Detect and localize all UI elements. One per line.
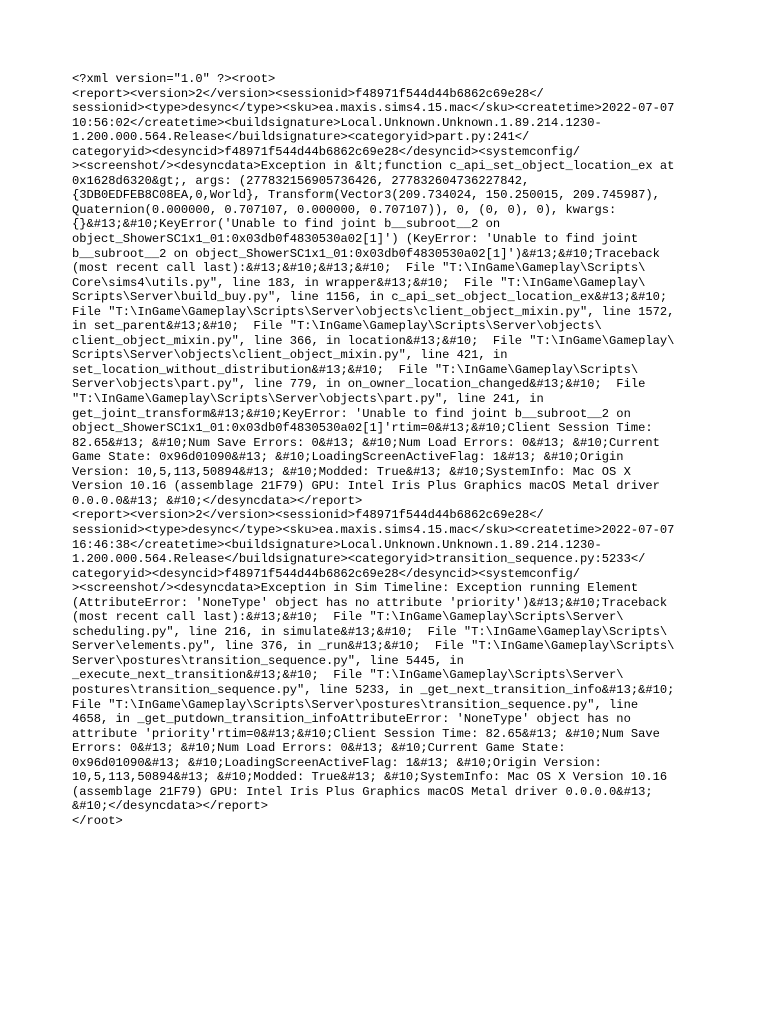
text-line: File "T:\InGame\Gameplay\Scripts\Server\objects\client_object_mixin.py", line 1572, xyxy=(72,304,675,319)
text-line: 82.65&#13; &#10;Num Save Errors: 0&#13; &#10;Num Load Errors: 0&#13; &#10;Current xyxy=(72,435,660,450)
text-line: object_ShowerSC1x1_01:0x03db0f4830530a02[1]') (KeyError: 'Unable to find joint xyxy=(72,232,639,247)
text-line: sessionid><type>desync</type><sku>ea.maxis.sims4.15.mac</sku><createtime>2022-07-07 xyxy=(72,522,675,537)
text-line: set_location_without_distribution&#13;&#10; File "T:\InGame\Gameplay\Scripts\ xyxy=(72,362,639,377)
text-line: b__subroot__2 on object_ShowerSC1x1_01:0x03db0f4830530a02[1]')&#13;&#10;Traceback xyxy=(72,246,660,261)
text-line: object_ShowerSC1x1_01:0x03db0f4830530a02[1]'rtim=0&#13;&#10;Client Session Time: xyxy=(72,421,653,436)
text-line: Quaternion(0.000000, 0.707107, 0.000000, 0.707107)), 0, (0, 0), 0), kwargs: xyxy=(72,202,617,217)
text-line: 16:46:38</createtime><buildsignature>Local.Unknown.Unknown.1.89.214.1230- xyxy=(72,537,602,552)
document-page xyxy=(72,72,712,828)
text-line: ><screenshot/><desyncdata>Exception in &lt;function c_api_set_object_location_ex at xyxy=(72,159,675,174)
text-line: Errors: 0&#13; &#10;Num Load Errors: 0&#13; &#10;Current Game State: xyxy=(72,741,566,756)
text-line: 0x96d01090&#13; &#10;LoadingScreenActiveFlag: 1&#13; &#10;Origin Version: xyxy=(72,755,602,770)
text-line: Server\objects\part.py", line 779, in on_owner_location_changed&#13;&#10; File xyxy=(72,377,646,392)
text-line: client_object_mixin.py", line 366, in location&#13;&#10; File "T:\InGame\Gameplay\ xyxy=(72,333,675,348)
text-line: Server\postures\transition_sequence.py", line 5445, in xyxy=(72,653,464,668)
text-line: Scripts\Server\build_buy.py", line 1156, in c_api_set_object_location_ex&#13;&#10; xyxy=(72,290,668,305)
text-line: (AttributeError: 'NoneType' object has no attribute 'priority')&#13;&#10;Traceback xyxy=(72,595,668,610)
text-line: Version: 10,5,113,50894&#13; &#10;Modded: True&#13; &#10;SystemInfo: Mac OS X xyxy=(72,464,631,479)
text-line: _execute_next_transition&#13;&#10; File "T:\InGame\Gameplay\Scripts\Server\ xyxy=(72,668,624,683)
text-line: ><screenshot/><desyncdata>Exception in Sim Timeline: Exception running Element xyxy=(72,581,639,596)
text-line: in set_parent&#13;&#10; File "T:\InGame\Gameplay\Scripts\Server\objects\ xyxy=(72,319,602,334)
text-line: 0x1628d6320&gt;, args: (277832156905736426, 277832604736227842, xyxy=(72,173,530,188)
text-line: categoryid><desyncid>f48971f544d44b6862c69e28</desyncid><systemconfig/ xyxy=(72,144,581,159)
text-line: Scripts\Server\objects\client_object_mixin.py", line 421, in xyxy=(72,348,508,363)
text-line: Server\elements.py", line 376, in _run&#13;&#10; File "T:\InGame\Gameplay\Scripts\ xyxy=(72,639,675,654)
text-line: <report><version>2</version><sessionid>f48971f544d44b6862c69e28</ xyxy=(72,86,544,101)
text-line: 10,5,113,50894&#13; &#10;Modded: True&#13; &#10;SystemInfo: Mac OS X Version 10.16 xyxy=(72,770,668,785)
text-line: <?xml version="1.0" ?><root> xyxy=(72,72,276,86)
text-line: File "T:\InGame\Gameplay\Scripts\Server\postures\transition_sequence.py", line xyxy=(72,697,639,712)
text-line: attribute 'priority'rtim=0&#13;&#10;Client Session Time: 82.65&#13; &#10;Num Save xyxy=(72,726,660,741)
text-line: (assemblage 21F79) GPU: Intel Iris Plus Graphics macOS Metal driver 0.0.0.0&#13; xyxy=(72,784,653,799)
text-line: 4658, in _get_putdown_transition_infoAttributeError: 'NoneType' object has no xyxy=(72,712,631,727)
text-line: (most recent call last):&#13;&#10;&#13;&#10; File "T:\InGame\Gameplay\Scripts\ xyxy=(72,261,646,276)
text-line: <report><version>2</version><sessionid>f48971f544d44b6862c69e28</ xyxy=(72,508,544,523)
text-line: sessionid><type>desync</type><sku>ea.maxis.sims4.15.mac</sku><createtime>2022-07-07 xyxy=(72,101,675,116)
text-line: (most recent call last):&#13;&#10; File "T:\InGame\Gameplay\Scripts\Server\ xyxy=(72,610,624,625)
text-line: 1.200.000.564.Release</buildsignature><categoryid>transition_sequence.py:5233</ xyxy=(72,552,646,567)
text-line: 0.0.0.0&#13; &#10;</desyncdata></report> xyxy=(72,493,363,508)
text-line: "T:\InGame\Gameplay\Scripts\Server\objects\part.py", line 241, in xyxy=(72,392,544,407)
text-line: Version 10.16 (assemblage 21F79) GPU: Intel Iris Plus Graphics macOS Metal driver xyxy=(72,479,660,494)
text-line: {3DB0EDFEB8C08EA,0,World}, Transform(Vector3(209.734024, 150.250015, 209.745987), xyxy=(72,188,660,203)
text-line: categoryid><desyncid>f48971f544d44b6862c69e28</desyncid><systemconfig/ xyxy=(72,566,581,581)
text-line: Game State: 0x96d01090&#13; &#10;LoadingScreenActiveFlag: 1&#13; &#10;Origin xyxy=(72,450,624,465)
text-line: </root> xyxy=(72,813,123,828)
text-line: 1.200.000.564.Release</buildsignature><categoryid>part.py:241</ xyxy=(72,130,530,145)
text-line: &#10;</desyncdata></report> xyxy=(72,799,268,814)
text-line: Core\sims4\utils.py", line 183, in wrapper&#13;&#10; File "T:\InGame\Gameplay\ xyxy=(72,275,646,290)
text-line: {}&#13;&#10;KeyError('Unable to find joint b__subroot__2 on xyxy=(72,217,501,232)
text-line: scheduling.py", line 216, in simulate&#13;&#10; File "T:\InGame\Gameplay\Scripts\ xyxy=(72,624,668,639)
text-line: get_joint_transform&#13;&#10;KeyError: 'Unable to find joint b__subroot__2 on xyxy=(72,406,631,421)
text-line: postures\transition_sequence.py", line 5233, in _get_next_transition_info&#13;&#10; xyxy=(72,682,675,697)
text-line: 10:56:02</createtime><buildsignature>Local.Unknown.Unknown.1.89.214.1230- xyxy=(72,115,602,130)
